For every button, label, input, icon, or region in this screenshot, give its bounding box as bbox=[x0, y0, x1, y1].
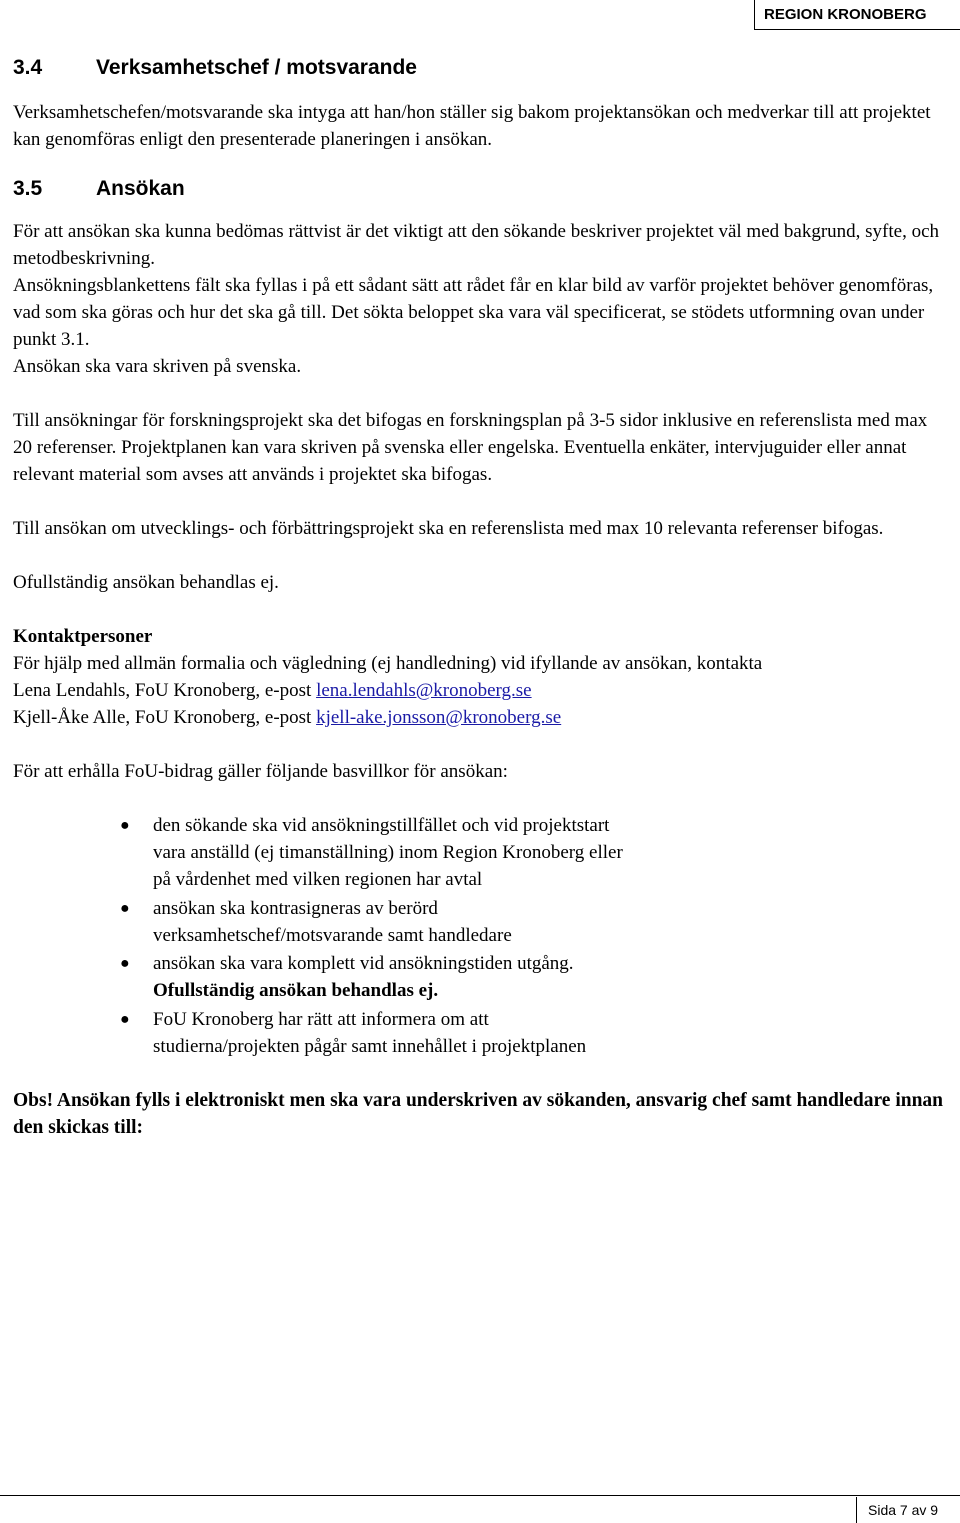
contacts-heading: Kontaktpersoner bbox=[13, 626, 153, 647]
research-project-requirements: Till ansökningar för forskningsprojekt ska det bifogas en forskningsplan på 3-5 sidor inklusive en referenslista med max 20 referenser. Projektplanen kan vara skriven på svenska eller engelska. Eventuella enkäter, intervjuguider eller annat relevant material som avses att används i projektet ska bifogas. bbox=[13, 410, 928, 485]
contact-person-1 bbox=[13, 677, 948, 704]
conditions-list bbox=[13, 812, 948, 1060]
section-number: 3.5 bbox=[13, 177, 43, 200]
section-title: Verksamhetschef / motsvarande bbox=[96, 56, 417, 79]
bullet-icon: ● bbox=[120, 1010, 130, 1028]
development-project-requirements: Till ansökan om utvecklings- och förbättringsprojekt ska en referenslista med max 10 relevanta referenser bifogas. bbox=[13, 518, 884, 539]
page-number: Sida 7 av 9 bbox=[856, 1497, 960, 1523]
bullet-icon: ● bbox=[120, 955, 130, 972]
conditions-intro: För att erhålla FoU-bidrag gäller följande basvillkor för ansökan: bbox=[13, 761, 508, 782]
contact-person-2 bbox=[13, 704, 948, 731]
organization-header: REGION KRONOBERG bbox=[754, 0, 960, 30]
contact-name: Kjell-Åke Alle, FoU Kronoberg, e-post bbox=[13, 707, 317, 728]
contacts-intro: För hjälp med allmän formalia och vägledning (ej handledning) vid ifyllande av ansökan, kontakta bbox=[13, 653, 763, 674]
section-3-5-form-instructions: Ansökningsblankettens fält ska fyllas i på ett sådant sätt att rådet får en klar bild av varför projektet behöver genomföras, vad som ska göras och hur det ska gå till. Det sökta beloppet ska vara väl specificerat, se stödets utformning ovan under punkt 3.1. bbox=[13, 275, 934, 350]
incomplete-application-note: Ofullständig ansökan behandlas ej. bbox=[13, 572, 279, 593]
email-link[interactable]: lena.lendahls@kronoberg.se bbox=[316, 680, 532, 701]
footer-divider bbox=[0, 1495, 960, 1496]
section-3-4-paragraph: Verksamhetschefen/motsvarande ska intyga att han/hon ställer sig bakom projektansökan och medverkar till att projektet kan genomföras enligt den presenterade planeringen i ansökan. bbox=[13, 102, 931, 150]
section-3-5-intro: För att ansökan ska kunna bedömas rättvist är det viktigt att den sökande beskriver projektet väl med bakgrund, syfte, och metodbeskrivning. bbox=[13, 221, 940, 269]
section-heading-3-5 bbox=[13, 171, 948, 207]
list-item: ● ansökan ska kontrasigneras av berörd verksamhetschef/motsvarande samt handledare bbox=[13, 895, 623, 949]
bullet-icon: ● bbox=[120, 899, 130, 917]
email-link[interactable]: kjell-ake.jonsson@kronoberg.se bbox=[316, 707, 562, 728]
list-item: ● FoU Kronoberg har rätt att informera om att studierna/projekten pågår samt innehållet i projektplanen bbox=[13, 1006, 623, 1060]
section-heading-3-4 bbox=[13, 50, 948, 86]
document-body bbox=[13, 50, 948, 1141]
contact-name: Lena Lendahls, FoU Kronoberg, e-post bbox=[13, 680, 317, 701]
list-item: ● ansökan ska vara komplett vid ansökningstiden utgång. Ofullständig ansökan behandlas ej. bbox=[13, 950, 623, 1004]
obs-note: Obs! Ansökan fylls i elektroniskt men ska vara underskriven av sökanden, ansvarig chef samt handledare innan den skickas till: bbox=[13, 1089, 944, 1138]
bullet-icon: ● bbox=[120, 817, 130, 834]
language-requirement: Ansökan ska vara skriven på svenska. bbox=[13, 356, 302, 377]
section-title: Ansökan bbox=[96, 177, 185, 200]
list-item: ● den sökande ska vid ansökningstillfället och vid projektstart vara anställd (ej timanställning) inom Region Kronoberg eller på vårdenhet med vilken regionen har avtal bbox=[13, 812, 623, 893]
section-number: 3.4 bbox=[13, 56, 43, 79]
